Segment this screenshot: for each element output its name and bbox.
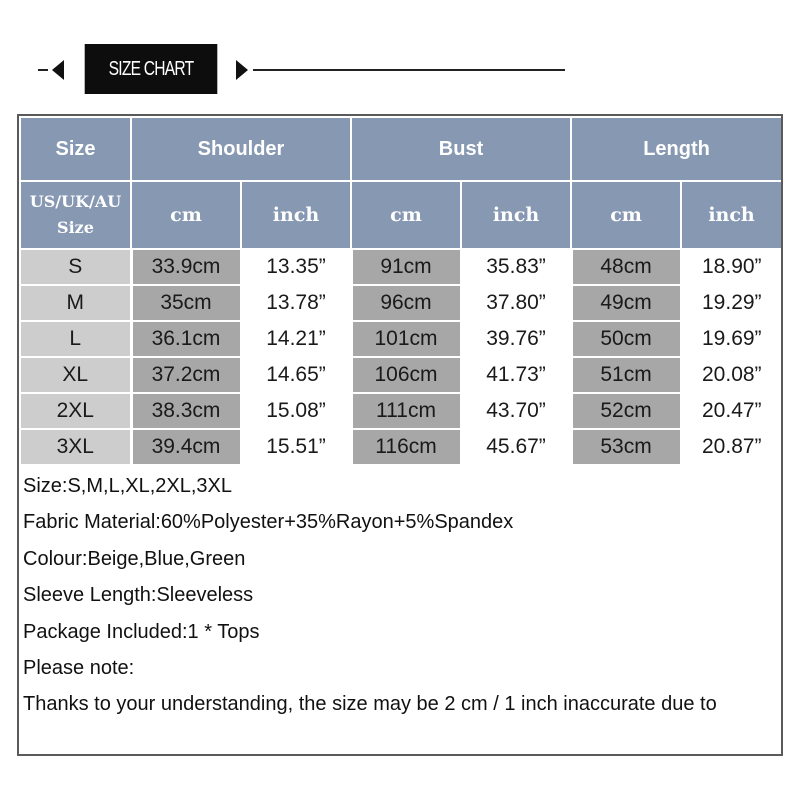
table-row	[21, 357, 781, 393]
subheader-size-line2: Size	[57, 218, 94, 237]
cell-bust-cm: 116cm	[351, 429, 461, 464]
cell-length-inch: 20.87”	[681, 429, 781, 464]
table-row	[21, 393, 781, 429]
subheader-bust-inch: inch	[461, 181, 571, 249]
cell-size: S	[21, 249, 131, 285]
cell-length-inch: 19.69”	[681, 321, 781, 357]
note-disclaimer: Thanks to your understanding, the size may be 2 cm / 1 inch inaccurate due to	[23, 693, 717, 716]
size-chart-frame	[17, 114, 783, 756]
cell-bust-inch: 35.83”	[461, 249, 571, 285]
cell-shoulder-inch: 14.65”	[241, 357, 351, 393]
cell-bust-inch: 45.67”	[461, 429, 571, 464]
size-table	[21, 118, 781, 464]
cell-length-cm: 51cm	[571, 357, 681, 393]
subheader-length-cm: cm	[571, 181, 681, 249]
cell-length-inch: 19.29”	[681, 285, 781, 321]
note-colour: Colour:Beige,Blue,Green	[23, 547, 246, 570]
cell-shoulder-cm: 37.2cm	[131, 357, 241, 393]
cell-length-inch: 20.08”	[681, 357, 781, 393]
cell-bust-cm: 101cm	[351, 321, 461, 357]
subheader-shoulder-cm: cm	[131, 181, 241, 249]
cell-bust-cm: 111cm	[351, 393, 461, 429]
cell-length-cm: 52cm	[571, 393, 681, 429]
subheader-size	[21, 181, 131, 249]
cell-bust-cm: 96cm	[351, 285, 461, 321]
cell-length-cm: 49cm	[571, 285, 681, 321]
banner-arrow-right	[236, 60, 248, 80]
cell-length-cm: 53cm	[571, 429, 681, 464]
cell-shoulder-inch: 14.21”	[241, 321, 351, 357]
cell-shoulder-inch: 13.78”	[241, 285, 351, 321]
table-row	[21, 429, 781, 464]
table-row	[21, 285, 781, 321]
banner-arrow-left	[52, 60, 64, 80]
note-please-note: Please note:	[23, 657, 135, 680]
cell-size: M	[21, 285, 131, 321]
cell-shoulder-cm: 39.4cm	[131, 429, 241, 464]
cell-bust-cm: 106cm	[351, 357, 461, 393]
cell-bust-inch: 43.70”	[461, 393, 571, 429]
cell-bust-inch: 37.80”	[461, 285, 571, 321]
note-package: Package Included:1 * Tops	[23, 620, 260, 643]
header-length: Length	[571, 118, 781, 181]
table-row	[21, 321, 781, 357]
table-row	[21, 249, 781, 285]
note-fabric: Fabric Material:60%Polyester+35%Rayon+5%Spandex	[23, 511, 514, 534]
cell-shoulder-inch: 13.35”	[241, 249, 351, 285]
note-sleeve: Sleeve Length:Sleeveless	[23, 584, 254, 607]
header-size: Size	[21, 118, 131, 181]
cell-length-inch: 18.90”	[681, 249, 781, 285]
subheader-size-line1: US/UK/AU	[29, 192, 122, 211]
cell-size: 3XL	[21, 429, 131, 464]
banner-line-left	[38, 69, 48, 71]
subheader-length-inch: inch	[681, 181, 781, 249]
subheader-bust-cm: cm	[351, 181, 461, 249]
banner-title: SIZE CHART	[85, 44, 218, 94]
cell-shoulder-cm: 36.1cm	[131, 321, 241, 357]
cell-length-cm: 50cm	[571, 321, 681, 357]
cell-size: L	[21, 321, 131, 357]
cell-shoulder-cm: 38.3cm	[131, 393, 241, 429]
cell-bust-inch: 39.76”	[461, 321, 571, 357]
note-sizes: Size:S,M,L,XL,2XL,3XL	[23, 475, 233, 497]
header-shoulder: Shoulder	[131, 118, 351, 181]
cell-length-inch: 20.47”	[681, 393, 781, 429]
cell-bust-inch: 41.73”	[461, 357, 571, 393]
subheader-shoulder-inch: inch	[241, 181, 351, 249]
cell-size: 2XL	[21, 393, 131, 429]
cell-bust-cm: 91cm	[351, 249, 461, 285]
cell-shoulder-inch: 15.51”	[241, 429, 351, 464]
cell-shoulder-cm: 35cm	[131, 285, 241, 321]
cell-size: XL	[21, 357, 131, 393]
cell-shoulder-inch: 15.08”	[241, 393, 351, 429]
banner-line-right	[253, 69, 565, 71]
header-bust: Bust	[351, 118, 571, 181]
cell-shoulder-cm: 33.9cm	[131, 249, 241, 285]
product-notes	[23, 468, 763, 723]
cell-length-cm: 48cm	[571, 249, 681, 285]
